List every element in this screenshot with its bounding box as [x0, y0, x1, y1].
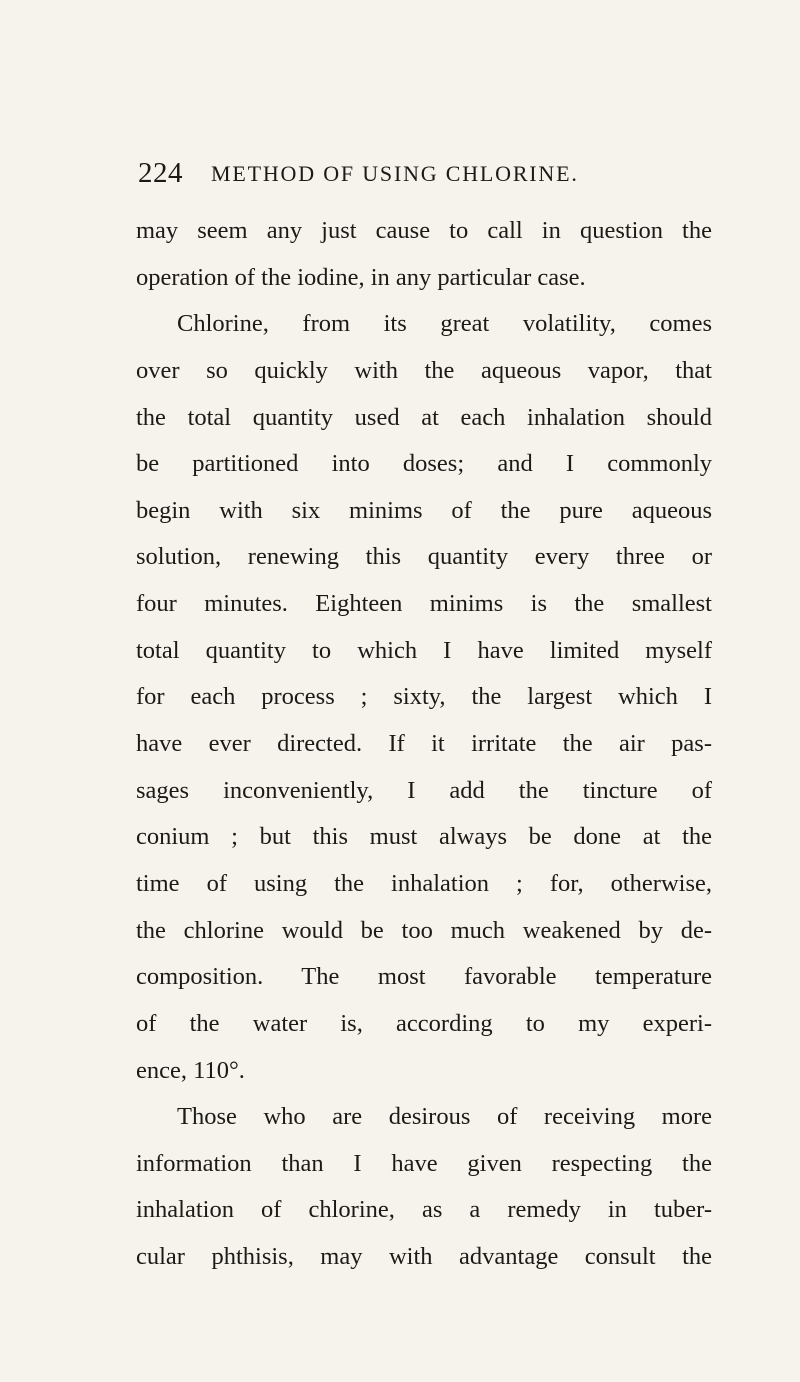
- text-line: time of using the inhalation ; for, otherwise,: [136, 869, 712, 897]
- text-line: information than I have given respecting the: [136, 1149, 712, 1177]
- page-header: [138, 155, 698, 195]
- text-line: conium ; but this must always be done at the: [136, 823, 712, 851]
- text-line: may seem any just cause to call in question the: [136, 217, 712, 244]
- text-line: have ever directed. If it irritate the air pas-: [136, 730, 712, 758]
- text-line: total quantity to which I have limited myself: [136, 636, 712, 664]
- text-line: the chlorine would be too much weakened by de-: [136, 916, 712, 944]
- running-head: METHOD OF USING CHLORINE.: [211, 161, 579, 186]
- text-line: over so quickly with the aqueous vapor, that: [136, 356, 712, 384]
- text-line: be partitioned into doses; and I commonly: [136, 450, 712, 478]
- text-line: cular phthisis, may with advantage consult the: [136, 1243, 712, 1271]
- text-line: composition. The most favorable temperature: [136, 963, 712, 991]
- text-line: four minutes. Eighteen minims is the smallest: [136, 590, 712, 618]
- text-line: of the water is, according to my experi-: [136, 1009, 712, 1037]
- text-line: Chlorine, from its great volatility, comes: [177, 310, 712, 338]
- body-text: [136, 208, 712, 1281]
- text-line: solution, renewing this quantity every three or: [136, 543, 712, 571]
- page-number: 224: [138, 157, 183, 189]
- text-line: for each process ; sixty, the largest which I: [136, 683, 712, 711]
- text-line: ence, 110°.: [136, 1056, 245, 1084]
- text-line: operation of the iodine, in any particular case.: [136, 263, 586, 291]
- text-line: Those who are desirous of receiving more: [177, 1103, 712, 1131]
- text-line: begin with six minims of the pure aqueous: [136, 496, 712, 524]
- text-line: the total quantity used at each inhalation should: [136, 403, 712, 431]
- text-line: inhalation of chlorine, as a remedy in tuber-: [136, 1196, 712, 1224]
- text-line: sages inconveniently, I add the tincture of: [136, 776, 712, 804]
